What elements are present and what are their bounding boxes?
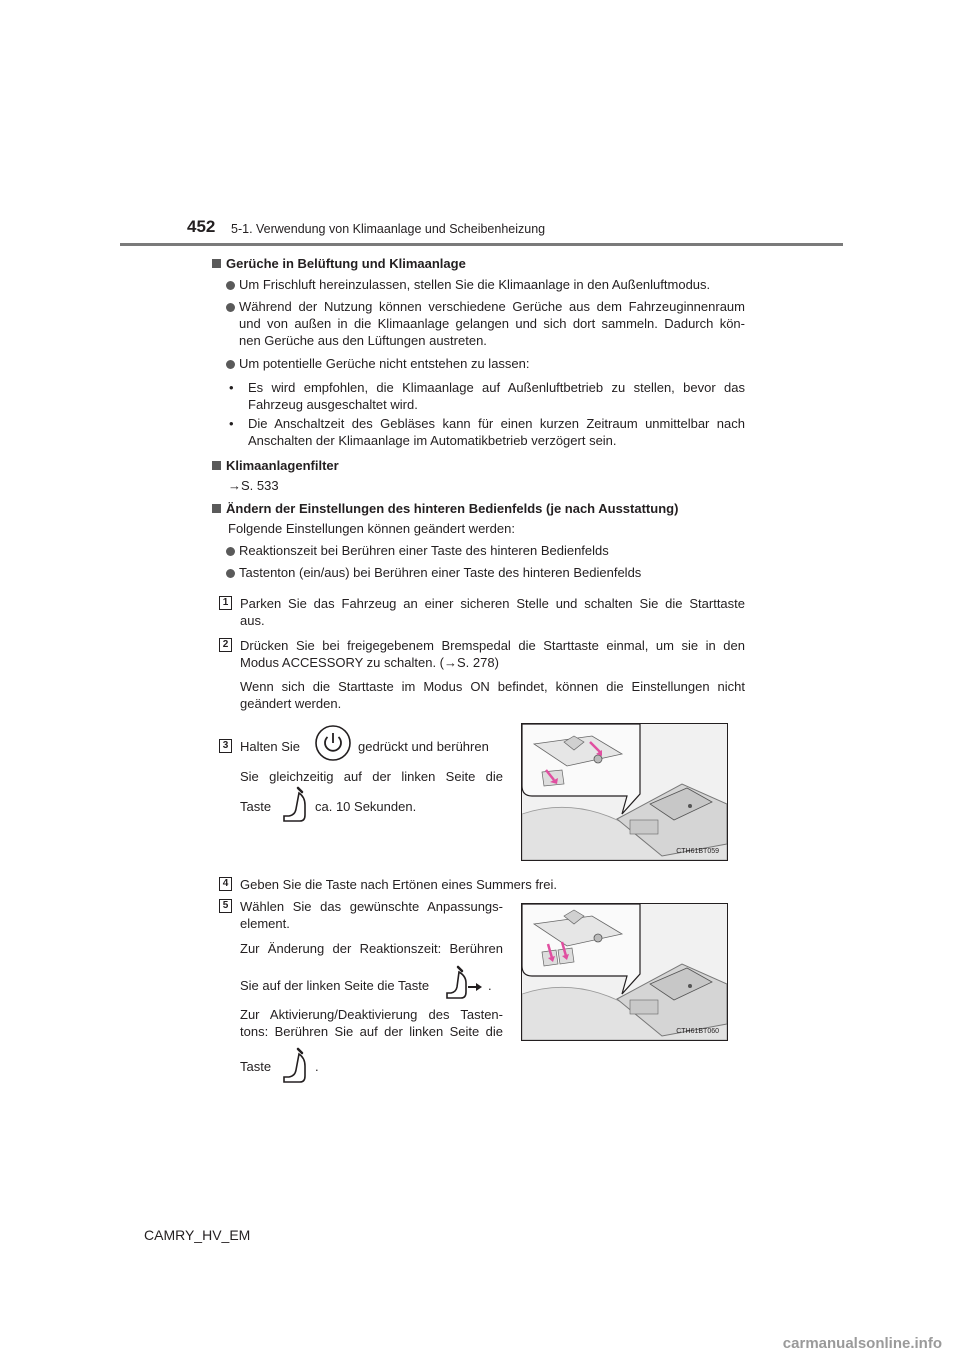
step-1-line-2: aus. (240, 613, 265, 628)
odors-bullet-2-line-1: Während der Nutzung können verschiedene Gerüche aus dem Fahrzeuginnenraum (239, 299, 745, 314)
step-3-text-a: Halten Sie (240, 739, 300, 754)
odors-bullet-3: Um potentielle Gerüche nicht entstehen zu lassen: (239, 356, 530, 371)
rear-panel-bullet-2: Tastenton (ein/aus) bei Berühren einer Taste des hinteren Bedienfelds (239, 565, 642, 580)
step-5-text (240, 898, 503, 932)
rear-panel-illustration (522, 724, 727, 860)
odors-bullet-2-line-3: nen Gerüche aus den Lüftungen austreten. (239, 333, 487, 348)
step-5-p3-line-2: tons: Berühren Sie auf der linken Seite die (240, 1024, 503, 1039)
bullet-icon (226, 569, 235, 578)
step-2-number: 2 (219, 638, 232, 652)
figure-code-1: CTH61BT059 (676, 848, 719, 855)
bullet-icon (226, 303, 235, 312)
step-1-line-1: Parken Sie das Fahrzeug an einer sicheren Stelle und schalten Sie die Starttaste (240, 596, 745, 611)
step-4-text: Geben Sie die Taste nach Ertönen eines Summers frei. (240, 877, 557, 892)
square-bullet-icon (212, 461, 221, 470)
sub-bullet-marker: • (229, 380, 234, 395)
odors-sub-1-line-2: Fahrzeug ausgeschaltet wird. (248, 397, 418, 412)
odors-bullet-1: Um Frischluft hereinzulassen, stellen Sie die Klimaanlage in den Außenluftmodus. (239, 277, 711, 292)
step-2-text (240, 637, 745, 671)
section-odors-title-text: Gerüche in Belüftung und Klimaanlage (226, 256, 466, 271)
footer-model: CAMRY_HV_EM (144, 1227, 251, 1243)
figure-code-2: CTH61BT060 (676, 1028, 719, 1035)
section-rear-panel-title (212, 500, 678, 517)
chapter-title: 5-1. Verwendung von Klimaanlage und Scheibenheizung (231, 222, 546, 236)
step-5-p3-line-1: Zur Aktivierung/Deaktivierung des Tasten- (240, 1007, 503, 1022)
step-3-text-d: ca. 10 Sekunden. (315, 799, 417, 814)
section-filter-title (212, 457, 339, 474)
step-5-p2-line-2: Sie auf der linken Seite die Taste (240, 978, 430, 993)
odors-sub-2-line-1: Die Anschaltzeit des Gebläses kann für einen kurzen Zeitraum unmittelbar nach (248, 416, 745, 431)
step-5-p2-line-1: Zur Änderung der Reaktionszeit: Berühren (240, 941, 503, 956)
step-2-note (240, 678, 745, 712)
section-filter-title-text: Klimaanlagenfilter (226, 458, 339, 473)
odors-sub-1 (248, 379, 745, 413)
power-button-icon (314, 724, 352, 762)
seat-recline-icon (444, 965, 484, 1001)
step-2-line-2: Modus ACCESSORY zu schalten. (→S. 278) (240, 655, 499, 670)
step-5-p2-end: . (488, 978, 492, 993)
odors-bullet-2 (239, 298, 745, 349)
step-5-line-2: element. (240, 916, 290, 931)
odors-sub-2-line-2: Anschalten der Klimaanlage im Automatikbetrieb verzögert sein. (248, 433, 617, 448)
figure-rear-panel-1 (521, 723, 728, 861)
section-odors-title (212, 255, 466, 272)
step-5-p3-line-3: Taste (240, 1059, 272, 1074)
step-3-text-c: Taste (240, 799, 272, 814)
rear-panel-illustration (522, 904, 727, 1040)
rear-panel-bullet-1: Reaktionszeit bei Berühren einer Taste des hinteren Bedienfelds (239, 543, 609, 558)
rear-panel-intro: Folgende Einstellungen können geändert werden: (228, 521, 515, 536)
step-5-number: 5 (219, 899, 232, 913)
step-2-note-line-2: geändert werden. (240, 696, 342, 711)
watermark: carmanualsonline.info (782, 1335, 942, 1352)
section-rear-panel-title-text: Ändern der Einstellungen des hinteren Bedienfelds (je nach Ausstattung) (226, 501, 679, 516)
header-rule (120, 243, 843, 246)
square-bullet-icon (212, 504, 221, 513)
page-number: 452 (187, 217, 216, 236)
odors-sub-2 (248, 415, 745, 449)
seat-icon (280, 1046, 308, 1084)
step-3-number: 3 (219, 739, 232, 753)
sub-bullet-marker: • (229, 416, 234, 431)
bullet-icon (226, 281, 235, 290)
step-1-text (240, 595, 745, 629)
odors-bullet-2-line-2: und von außen in die Klimaanlage gelangen und sich dort sammeln. Dadurch kön- (239, 316, 745, 331)
step-5-p3-end: . (315, 1059, 319, 1074)
figure-rear-panel-2 (521, 903, 728, 1041)
step-5-line-1: Wählen Sie das gewünschte Anpassungs- (240, 899, 503, 914)
step-3-line-2: Sie gleichzeitig auf der linken Seite die (240, 769, 503, 784)
square-bullet-icon (212, 259, 221, 268)
step-1-number: 1 (219, 596, 232, 610)
step-3-text-b: gedrückt und berühren (358, 739, 489, 754)
step-2-line-1: Drücken Sie bei freigegebenem Bremspedal die Starttaste einmal, um sie in den (240, 638, 745, 653)
bullet-icon (226, 547, 235, 556)
filter-reference: →S. 533 (228, 478, 279, 493)
bullet-icon (226, 360, 235, 369)
step-2-note-line-1: Wenn sich die Starttaste im Modus ON befindet, können die Einstellungen nicht (240, 679, 745, 694)
seat-icon (280, 785, 308, 823)
step-5-p3 (240, 1006, 503, 1040)
step-4-number: 4 (219, 877, 232, 891)
odors-sub-1-line-1: Es wird empfohlen, die Klimaanlage auf Außenluftbetrieb zu stellen, bevor das (248, 380, 745, 395)
